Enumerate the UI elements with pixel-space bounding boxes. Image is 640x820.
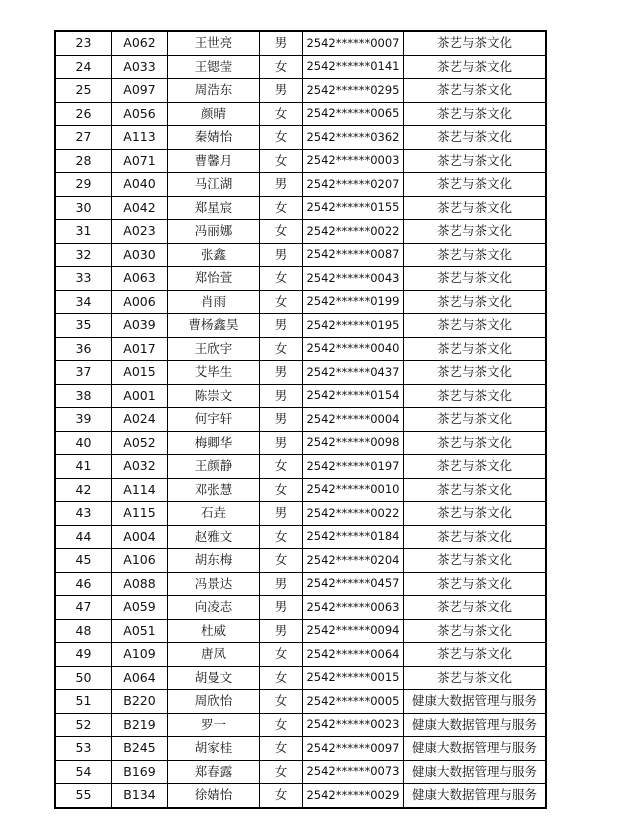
cell-major: 茶艺与茶文化 — [404, 337, 547, 361]
table-row — [55, 713, 546, 737]
table-row — [55, 55, 546, 79]
cell-gender: 男 — [260, 31, 303, 55]
cell-seq-no: 34 — [55, 290, 112, 314]
cell-major: 茶艺与茶文化 — [404, 220, 547, 244]
cell-id-number: 2542******0022 — [303, 502, 404, 526]
table-row — [55, 220, 546, 244]
cell-id-number: 2542******0295 — [303, 79, 404, 103]
cell-id-number: 2542******0040 — [303, 337, 404, 361]
roster-table-body — [55, 31, 546, 808]
cell-seq-no: 26 — [55, 102, 112, 126]
cell-seq-no: 36 — [55, 337, 112, 361]
cell-id-number: 2542******0004 — [303, 408, 404, 432]
cell-seq-no: 38 — [55, 384, 112, 408]
cell-major: 茶艺与茶文化 — [404, 549, 547, 573]
table-row — [55, 619, 546, 643]
cell-exam-id: A017 — [112, 337, 168, 361]
table-row — [55, 384, 546, 408]
cell-major: 茶艺与茶文化 — [404, 149, 547, 173]
cell-exam-id: A039 — [112, 314, 168, 338]
cell-gender: 男 — [260, 79, 303, 103]
cell-exam-id: A015 — [112, 361, 168, 385]
cell-major: 茶艺与茶文化 — [404, 619, 547, 643]
cell-name: 何宇轩 — [168, 408, 260, 432]
cell-name: 胡曼文 — [168, 666, 260, 690]
table-row — [55, 314, 546, 338]
cell-name: 颜晴 — [168, 102, 260, 126]
table-row — [55, 408, 546, 432]
cell-gender: 男 — [260, 596, 303, 620]
cell-id-number: 2542******0064 — [303, 643, 404, 667]
cell-gender: 女 — [260, 713, 303, 737]
cell-major: 健康大数据管理与服务 — [404, 737, 547, 761]
cell-major: 茶艺与茶文化 — [404, 31, 547, 55]
cell-seq-no: 24 — [55, 55, 112, 79]
cell-gender: 女 — [260, 149, 303, 173]
cell-gender: 女 — [260, 55, 303, 79]
table-row — [55, 502, 546, 526]
cell-exam-id: A113 — [112, 126, 168, 150]
table-row — [55, 478, 546, 502]
cell-seq-no: 46 — [55, 572, 112, 596]
cell-id-number: 2542******0184 — [303, 525, 404, 549]
cell-gender: 女 — [260, 102, 303, 126]
cell-id-number: 2542******0141 — [303, 55, 404, 79]
cell-id-number: 2542******0022 — [303, 220, 404, 244]
cell-gender: 女 — [260, 643, 303, 667]
cell-major: 健康大数据管理与服务 — [404, 690, 547, 714]
cell-name: 王欣宇 — [168, 337, 260, 361]
cell-name: 周浩东 — [168, 79, 260, 103]
cell-id-number: 2542******0098 — [303, 431, 404, 455]
table-row — [55, 79, 546, 103]
cell-name: 梅卿华 — [168, 431, 260, 455]
cell-major: 茶艺与茶文化 — [404, 502, 547, 526]
cell-seq-no: 33 — [55, 267, 112, 291]
table-row — [55, 784, 546, 808]
cell-gender: 女 — [260, 196, 303, 220]
table-row — [55, 290, 546, 314]
cell-exam-id: B219 — [112, 713, 168, 737]
table-row — [55, 267, 546, 291]
table-row — [55, 596, 546, 620]
cell-exam-id: A004 — [112, 525, 168, 549]
cell-id-number: 2542******0207 — [303, 173, 404, 197]
cell-seq-no: 44 — [55, 525, 112, 549]
cell-exam-id: A032 — [112, 455, 168, 479]
cell-id-number: 2542******0457 — [303, 572, 404, 596]
cell-gender: 女 — [260, 737, 303, 761]
cell-id-number: 2542******0094 — [303, 619, 404, 643]
cell-exam-id: A023 — [112, 220, 168, 244]
cell-gender: 女 — [260, 267, 303, 291]
cell-exam-id: B245 — [112, 737, 168, 761]
cell-exam-id: A051 — [112, 619, 168, 643]
cell-name: 郑春露 — [168, 760, 260, 784]
cell-exam-id: A064 — [112, 666, 168, 690]
cell-major: 茶艺与茶文化 — [404, 455, 547, 479]
cell-major: 茶艺与茶文化 — [404, 666, 547, 690]
table-row — [55, 126, 546, 150]
cell-major: 茶艺与茶文化 — [404, 643, 547, 667]
table-row — [55, 31, 546, 55]
cell-seq-no: 39 — [55, 408, 112, 432]
cell-name: 王世亮 — [168, 31, 260, 55]
cell-major: 茶艺与茶文化 — [404, 173, 547, 197]
table-row — [55, 760, 546, 784]
cell-id-number: 2542******0029 — [303, 784, 404, 808]
cell-exam-id: B134 — [112, 784, 168, 808]
cell-id-number: 2542******0005 — [303, 690, 404, 714]
cell-gender: 女 — [260, 478, 303, 502]
cell-major: 茶艺与茶文化 — [404, 478, 547, 502]
table-row — [55, 643, 546, 667]
cell-name: 马江湖 — [168, 173, 260, 197]
cell-exam-id: A006 — [112, 290, 168, 314]
cell-major: 茶艺与茶文化 — [404, 384, 547, 408]
table-row — [55, 102, 546, 126]
cell-seq-no: 48 — [55, 619, 112, 643]
cell-name: 杜威 — [168, 619, 260, 643]
table-row — [55, 572, 546, 596]
table-row — [55, 666, 546, 690]
cell-exam-id: B220 — [112, 690, 168, 714]
cell-seq-no: 25 — [55, 79, 112, 103]
cell-id-number: 2542******0073 — [303, 760, 404, 784]
table-row — [55, 455, 546, 479]
cell-name: 王颜静 — [168, 455, 260, 479]
cell-name: 唐凤 — [168, 643, 260, 667]
cell-exam-id: A109 — [112, 643, 168, 667]
cell-exam-id: A033 — [112, 55, 168, 79]
table-row — [55, 361, 546, 385]
cell-name: 邓张慧 — [168, 478, 260, 502]
cell-major: 茶艺与茶文化 — [404, 267, 547, 291]
cell-exam-id: A063 — [112, 267, 168, 291]
cell-id-number: 2542******0437 — [303, 361, 404, 385]
cell-name: 冯景达 — [168, 572, 260, 596]
cell-major: 健康大数据管理与服务 — [404, 760, 547, 784]
cell-gender: 女 — [260, 760, 303, 784]
cell-id-number: 2542******0087 — [303, 243, 404, 267]
cell-id-number: 2542******0010 — [303, 478, 404, 502]
cell-id-number: 2542******0063 — [303, 596, 404, 620]
cell-id-number: 2542******0003 — [303, 149, 404, 173]
cell-major: 健康大数据管理与服务 — [404, 784, 547, 808]
roster-table-container — [54, 30, 538, 809]
cell-seq-no: 43 — [55, 502, 112, 526]
table-row — [55, 196, 546, 220]
cell-seq-no: 28 — [55, 149, 112, 173]
table-row — [55, 737, 546, 761]
cell-exam-id: A115 — [112, 502, 168, 526]
table-row — [55, 431, 546, 455]
cell-seq-no: 55 — [55, 784, 112, 808]
roster-table — [54, 30, 547, 809]
cell-seq-no: 23 — [55, 31, 112, 55]
cell-major: 茶艺与茶文化 — [404, 196, 547, 220]
cell-major: 茶艺与茶文化 — [404, 55, 547, 79]
cell-seq-no: 31 — [55, 220, 112, 244]
cell-major: 茶艺与茶文化 — [404, 102, 547, 126]
cell-name: 艾毕生 — [168, 361, 260, 385]
cell-id-number: 2542******0015 — [303, 666, 404, 690]
cell-major: 茶艺与茶文化 — [404, 290, 547, 314]
cell-name: 陈崇文 — [168, 384, 260, 408]
cell-seq-no: 37 — [55, 361, 112, 385]
cell-name: 张鑫 — [168, 243, 260, 267]
cell-gender: 女 — [260, 337, 303, 361]
cell-gender: 女 — [260, 525, 303, 549]
cell-major: 茶艺与茶文化 — [404, 126, 547, 150]
cell-id-number: 2542******0097 — [303, 737, 404, 761]
cell-exam-id: A062 — [112, 31, 168, 55]
cell-name: 肖雨 — [168, 290, 260, 314]
cell-major: 茶艺与茶文化 — [404, 361, 547, 385]
cell-gender: 女 — [260, 220, 303, 244]
table-row — [55, 525, 546, 549]
cell-name: 曹杨鑫昊 — [168, 314, 260, 338]
cell-seq-no: 27 — [55, 126, 112, 150]
cell-seq-no: 52 — [55, 713, 112, 737]
cell-id-number: 2542******0023 — [303, 713, 404, 737]
cell-exam-id: A088 — [112, 572, 168, 596]
cell-seq-no: 45 — [55, 549, 112, 573]
cell-exam-id: A071 — [112, 149, 168, 173]
cell-seq-no: 32 — [55, 243, 112, 267]
cell-id-number: 2542******0043 — [303, 267, 404, 291]
cell-exam-id: A097 — [112, 79, 168, 103]
cell-exam-id: A106 — [112, 549, 168, 573]
cell-exam-id: A042 — [112, 196, 168, 220]
cell-major: 茶艺与茶文化 — [404, 243, 547, 267]
table-row — [55, 149, 546, 173]
cell-name: 郑星宸 — [168, 196, 260, 220]
cell-gender: 男 — [260, 408, 303, 432]
cell-name: 秦婧怡 — [168, 126, 260, 150]
cell-id-number: 2542******0065 — [303, 102, 404, 126]
cell-name: 向凌志 — [168, 596, 260, 620]
cell-gender: 男 — [260, 431, 303, 455]
cell-gender: 女 — [260, 455, 303, 479]
cell-id-number: 2542******0155 — [303, 196, 404, 220]
cell-gender: 女 — [260, 290, 303, 314]
cell-exam-id: A114 — [112, 478, 168, 502]
cell-seq-no: 40 — [55, 431, 112, 455]
cell-gender: 女 — [260, 126, 303, 150]
cell-gender: 男 — [260, 173, 303, 197]
cell-major: 茶艺与茶文化 — [404, 525, 547, 549]
cell-seq-no: 47 — [55, 596, 112, 620]
cell-name: 徐婧怡 — [168, 784, 260, 808]
cell-id-number: 2542******0204 — [303, 549, 404, 573]
cell-seq-no: 42 — [55, 478, 112, 502]
cell-exam-id: A052 — [112, 431, 168, 455]
cell-name: 曹馨月 — [168, 149, 260, 173]
cell-major: 茶艺与茶文化 — [404, 408, 547, 432]
cell-seq-no: 54 — [55, 760, 112, 784]
cell-gender: 男 — [260, 572, 303, 596]
cell-name: 王锶莹 — [168, 55, 260, 79]
table-row — [55, 173, 546, 197]
cell-name: 罗一 — [168, 713, 260, 737]
cell-id-number: 2542******0195 — [303, 314, 404, 338]
cell-gender: 男 — [260, 361, 303, 385]
cell-id-number: 2542******0154 — [303, 384, 404, 408]
cell-major: 茶艺与茶文化 — [404, 431, 547, 455]
cell-exam-id: A001 — [112, 384, 168, 408]
cell-gender: 男 — [260, 243, 303, 267]
cell-major: 茶艺与茶文化 — [404, 79, 547, 103]
cell-name: 胡家桂 — [168, 737, 260, 761]
cell-gender: 女 — [260, 549, 303, 573]
cell-seq-no: 30 — [55, 196, 112, 220]
cell-exam-id: B169 — [112, 760, 168, 784]
table-row — [55, 549, 546, 573]
cell-seq-no: 29 — [55, 173, 112, 197]
cell-name: 胡东梅 — [168, 549, 260, 573]
cell-name: 周欣怡 — [168, 690, 260, 714]
cell-gender: 女 — [260, 784, 303, 808]
cell-gender: 男 — [260, 384, 303, 408]
table-row — [55, 337, 546, 361]
cell-id-number: 2542******0197 — [303, 455, 404, 479]
cell-gender: 男 — [260, 314, 303, 338]
cell-major: 茶艺与茶文化 — [404, 314, 547, 338]
cell-seq-no: 49 — [55, 643, 112, 667]
cell-gender: 女 — [260, 666, 303, 690]
table-row — [55, 243, 546, 267]
cell-exam-id: A040 — [112, 173, 168, 197]
cell-exam-id: A024 — [112, 408, 168, 432]
cell-id-number: 2542******0362 — [303, 126, 404, 150]
cell-name: 石垚 — [168, 502, 260, 526]
cell-seq-no: 50 — [55, 666, 112, 690]
cell-seq-no: 53 — [55, 737, 112, 761]
cell-seq-no: 35 — [55, 314, 112, 338]
cell-seq-no: 41 — [55, 455, 112, 479]
cell-id-number: 2542******0199 — [303, 290, 404, 314]
cell-exam-id: A030 — [112, 243, 168, 267]
cell-gender: 男 — [260, 619, 303, 643]
cell-id-number: 2542******0007 — [303, 31, 404, 55]
cell-name: 赵雅文 — [168, 525, 260, 549]
cell-major: 健康大数据管理与服务 — [404, 713, 547, 737]
cell-seq-no: 51 — [55, 690, 112, 714]
cell-exam-id: A056 — [112, 102, 168, 126]
cell-major: 茶艺与茶文化 — [404, 572, 547, 596]
cell-gender: 女 — [260, 690, 303, 714]
cell-exam-id: A059 — [112, 596, 168, 620]
cell-gender: 男 — [260, 502, 303, 526]
cell-major: 茶艺与茶文化 — [404, 596, 547, 620]
table-row — [55, 690, 546, 714]
cell-name: 冯丽娜 — [168, 220, 260, 244]
cell-name: 郑怡萱 — [168, 267, 260, 291]
